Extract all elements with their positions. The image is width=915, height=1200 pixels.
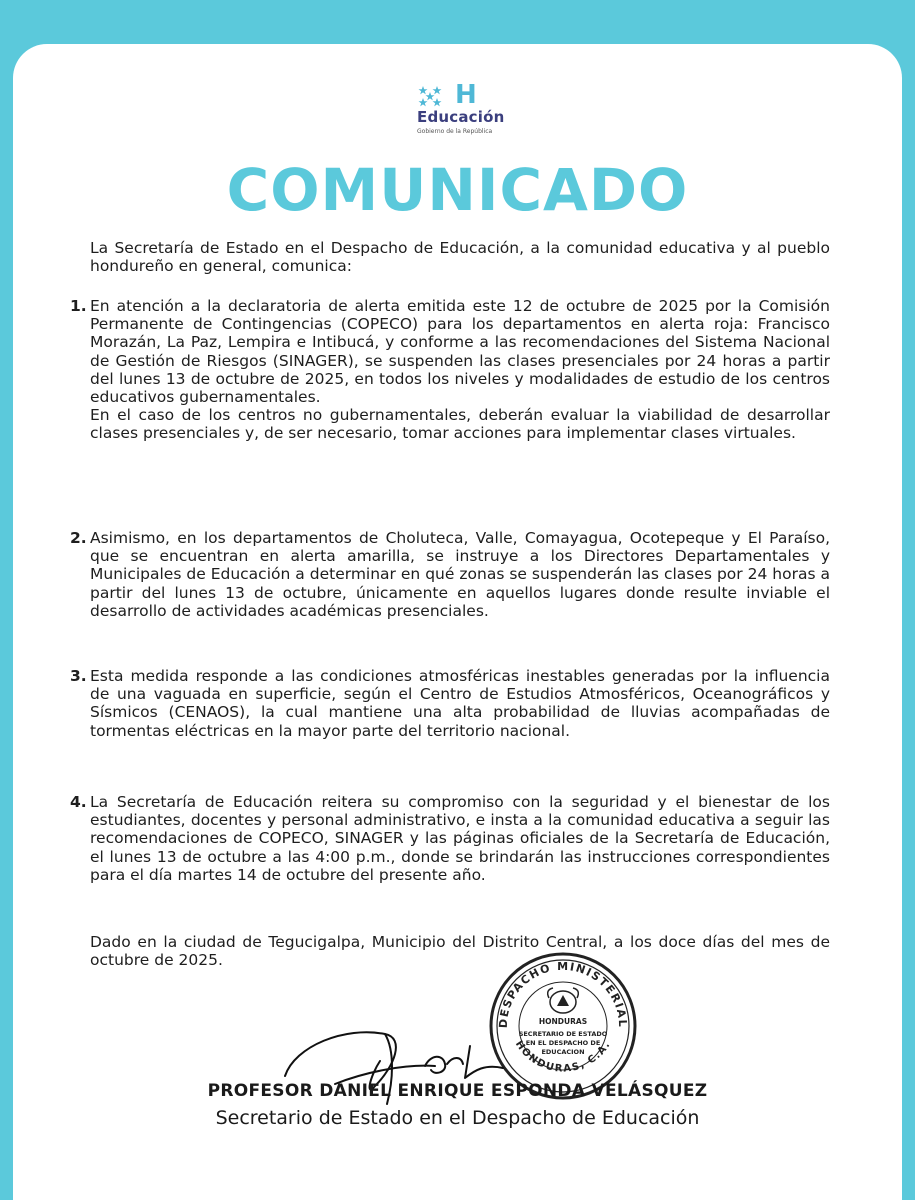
closing-paragraph: Dado en la ciudad de Tegucigalpa, Municipio del Distrito Central, a los doce días del mes de octubre de 2025. (90, 933, 830, 970)
item-number: 1. (70, 297, 87, 315)
coat-of-arms-icon (548, 988, 579, 1013)
seal-inner-line: SECRETARIO DE ESTADO (518, 1030, 608, 1038)
logo-mark: H (455, 80, 477, 110)
item-paragraph: En el caso de los centros no gubernamentales, deberán evaluar la viabilidad de desarrollar clases presenciales y, de ser necesario, tomar acciones para implementar clases virtuales. (90, 406, 830, 443)
logo-name: Educación (417, 108, 505, 126)
item-number: 3. (70, 667, 87, 685)
document-page (13, 44, 902, 1200)
page-title: COMUNICADO (226, 156, 689, 224)
signer-name: PROFESOR DANIEL ENRIQUE ESPONDA VELÁSQUEZ (207, 1081, 708, 1101)
education-logo (417, 80, 527, 148)
seal-bottom-text: HONDURAS, C.A. (512, 1038, 614, 1075)
seal-top-text: DESPACHO MINISTERIAL (496, 959, 630, 1029)
list-item-4 (70, 793, 830, 884)
seal-inner-line: EN EL DESPACHO DE (525, 1039, 601, 1047)
logo-subtitle: Gobierno de la República (417, 128, 493, 135)
item-paragraph: Esta medida responde a las condiciones atmosféricas inestables generadas por la influencia de una vaguada en superficie, según el Centro de Estudios Atmosféricos, Oceanográficos y Sísmicos (CENAOS), la cual mantiene una alta probabilidad de lluvias acompañadas de tormentas eléctricas en la mayor parte del territorio nacional. (90, 667, 830, 740)
list-item-1 (70, 297, 830, 443)
seal-inner-line: HONDURAS (538, 1017, 588, 1026)
item-paragraph: En atención a la declaratoria de alerta emitida este 12 de octubre de 2025 por la Comisión Permanente de Contingencias (COPECO) para los departamentos en alerta roja: Francisco Morazán, La Paz, Lempira e Intibucá, y conforme a las recomendaciones del Sistema Nacional de Gestión de Riesgos (SINAGER), se suspenden las clases presenciales por 24 horas a partir del lunes 13 de octubre de 2025, en todos los niveles y modalidades de estudio de los centros educativos gubernamentales. (90, 297, 830, 407)
seal-inner-line: EDUCACION (541, 1048, 585, 1056)
list-item-2 (70, 529, 830, 620)
item-number: 4. (70, 793, 87, 811)
signer-role: Secretario de Estado en el Despacho de Educación (215, 1107, 700, 1129)
honduras-stars-icon (417, 84, 457, 108)
item-number: 2. (70, 529, 87, 547)
item-paragraph: La Secretaría de Educación reitera su compromiso con la seguridad y el bienestar de los estudiantes, docentes y personal administrativo, e insta a la comunidad educativa a seguir las recomendaciones de COPECO, SINAGER y las páginas oficiales de la Secretaría de Educación, el lunes 13 de octubre a las 4:00 p.m., donde se brindarán las instrucciones correspondientes para el día martes 14 de octubre del presente año. (90, 793, 830, 884)
item-paragraph: Asimismo, en los departamentos de Choluteca, Valle, Comayagua, Ocotepeque y El Paraíso, que se encuentran en alerta amarilla, se instruye a los Directores Departamentales y Municipales de Educación a determinar en qué zonas se suspenderán las clases por 24 horas a partir del lunes 13 de octubre, únicamente en aquellos lugares donde resulte inviable el desarrollo de actividades académicas presenciales. (90, 529, 830, 620)
intro-paragraph: La Secretaría de Estado en el Despacho de Educación, a la comunidad educativa y al pueblo hondureño en general, comunica: (90, 239, 830, 276)
list-item-3 (70, 667, 830, 740)
